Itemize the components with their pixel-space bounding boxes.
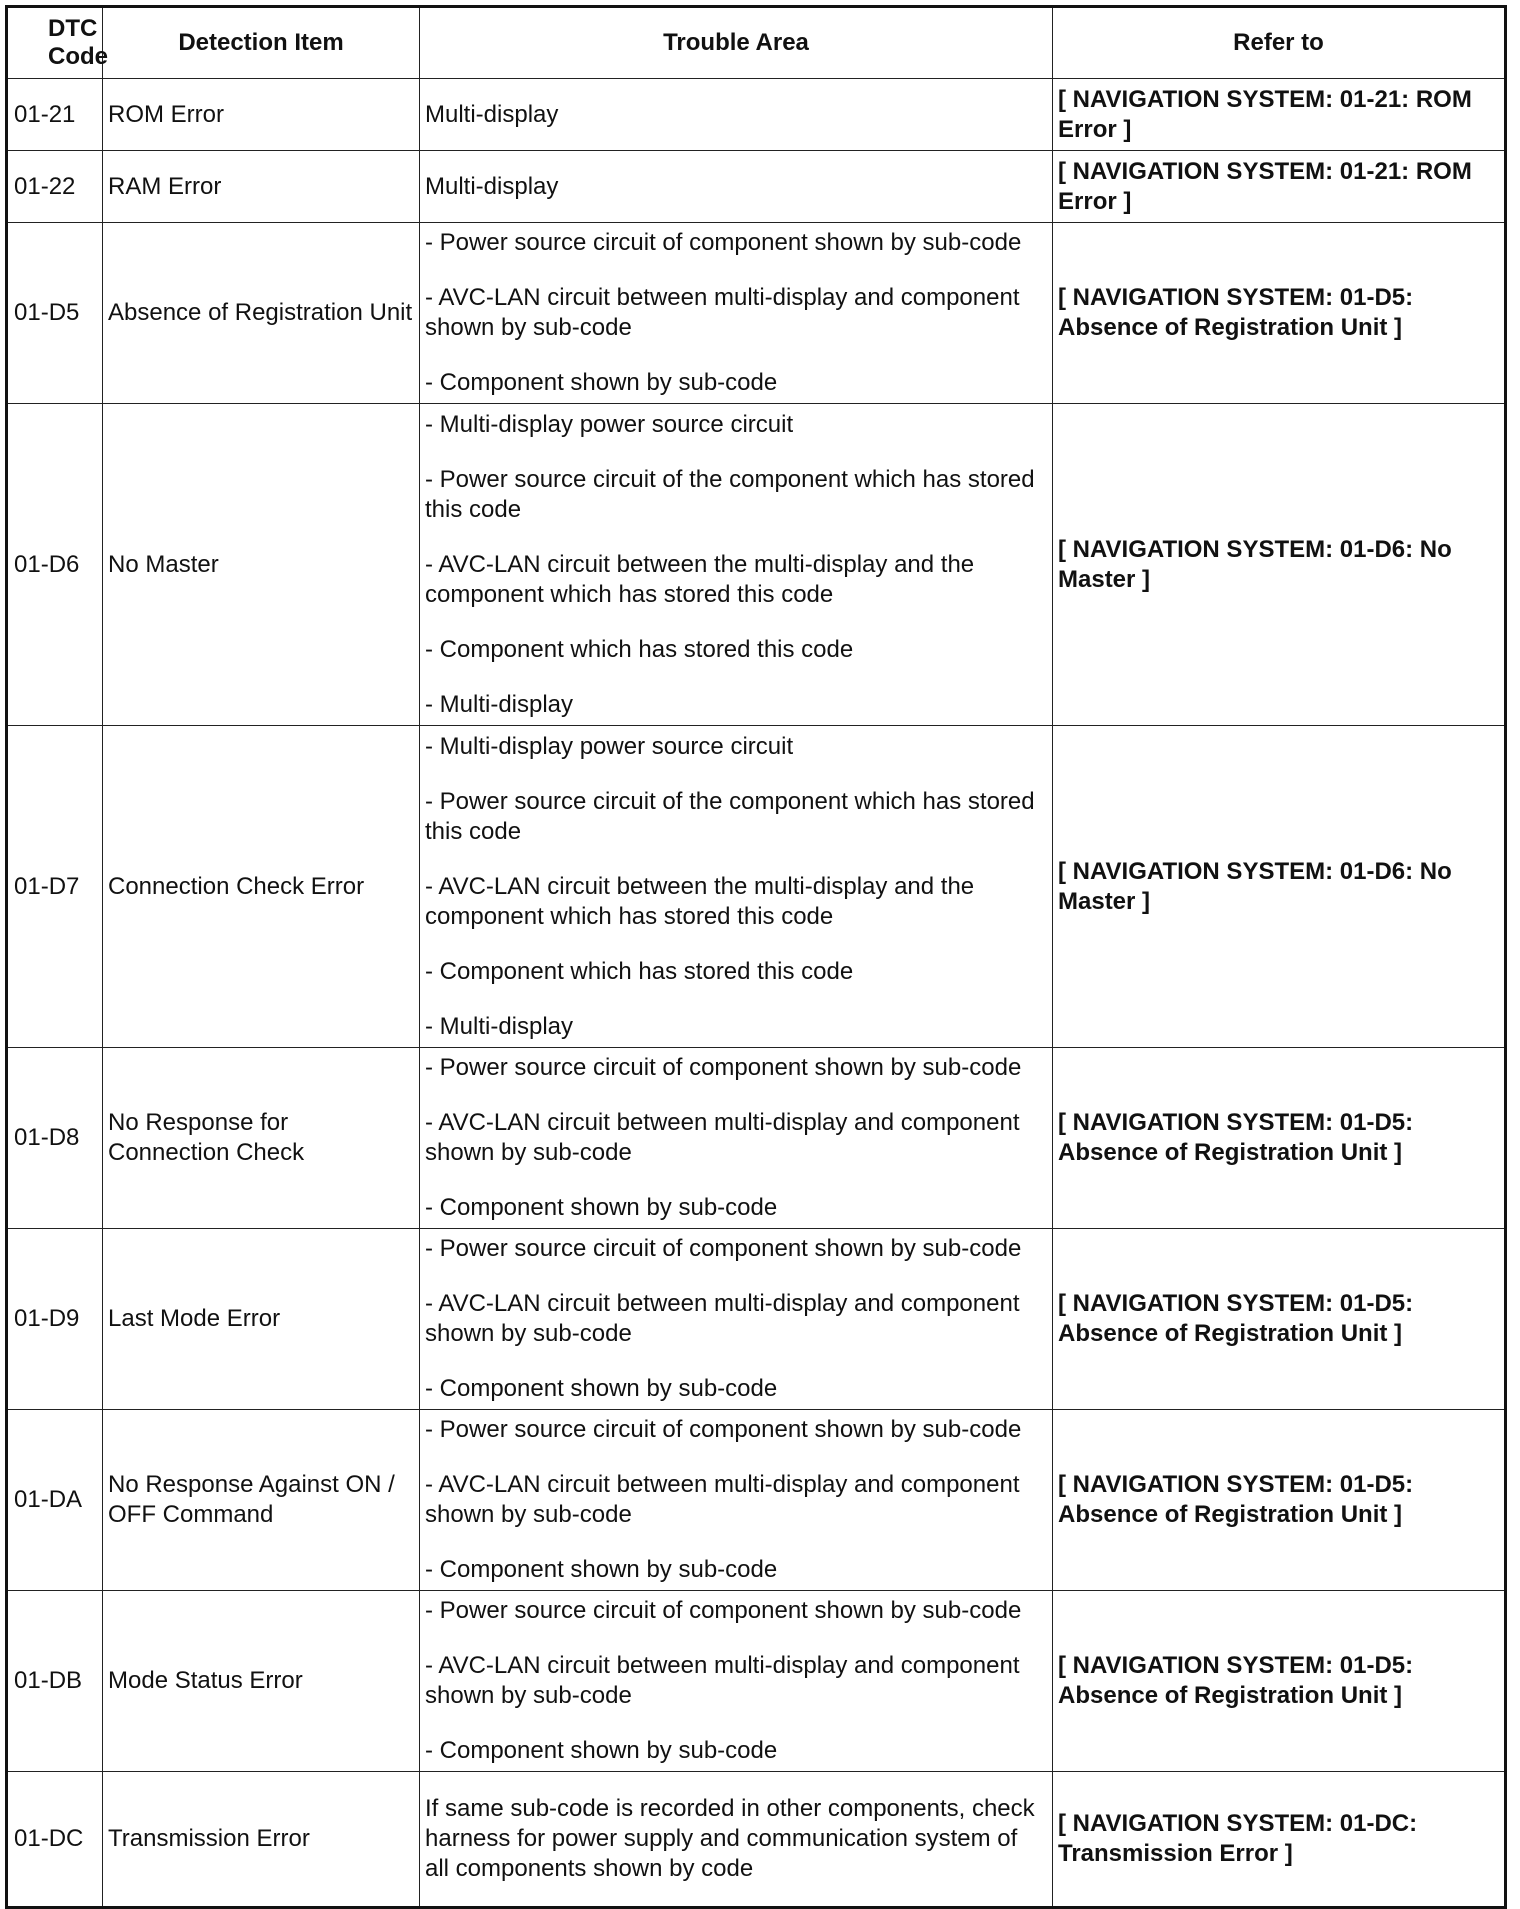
refer-to-link[interactable]: [ NAVIGATION SYSTEM: 01-DC: Transmission Error ] [1053,1772,1506,1908]
trouble-area-list [425,100,1047,130]
trouble-area-cell [420,404,1053,726]
refer-to-link[interactable]: [ NAVIGATION SYSTEM: 01-21: ROM Error ] [1053,79,1506,151]
trouble-area-item: - AVC-LAN circuit between multi-display and component shown by sub-code [425,1471,1020,1528]
trouble-area-item: - AVC-LAN circuit between the multi-display and the component which has stored this code [425,872,975,930]
dtc-code-cell: 01-D5 [7,223,103,404]
trouble-area-item: - Component shown by sub-code [425,1375,778,1402]
trouble-area-item: - Power source circuit of component shown by sub-code [425,1597,1022,1624]
table-row [7,1229,1506,1410]
trouble-area-item: - Power source circuit of component shown by sub-code [425,229,1022,256]
table-row [7,151,1506,223]
trouble-area-item: - Power source circuit of the component which has stored this code [425,787,1035,845]
table-row [7,1410,1506,1591]
detection-item-cell: Absence of Registration Unit [103,223,420,404]
trouble-area-cell [420,1410,1053,1591]
trouble-area-list [425,1053,1047,1223]
trouble-area-item: - Component shown by sub-code [425,1556,778,1583]
table-row [7,726,1506,1048]
refer-to-link[interactable]: [ NAVIGATION SYSTEM: 01-D6: No Master ] [1053,726,1506,1048]
dtc-code-cell: 01-22 [7,151,103,223]
trouble-area-list [425,732,1047,1042]
trouble-area-item: - AVC-LAN circuit between multi-display and component shown by sub-code [425,284,1020,341]
trouble-area-item: - AVC-LAN circuit between multi-display and component shown by sub-code [425,1290,1020,1347]
dtc-code-cell: 01-DA [7,1410,103,1591]
trouble-area-item: - Component shown by sub-code [425,1737,778,1764]
trouble-area-item: - Component which has stored this code [425,957,854,985]
detection-item-cell: No Response for Connection Check [103,1048,420,1229]
trouble-area-cell [420,151,1053,223]
trouble-area-item: - Multi-display power source circuit [425,410,794,438]
trouble-area-item: - Multi-display power source circuit [425,732,794,760]
refer-to-link[interactable]: [ NAVIGATION SYSTEM: 01-D5: Absence of Registration Unit ] [1053,1591,1506,1772]
trouble-area-item: - AVC-LAN circuit between the multi-display and the component which has stored this code [425,550,975,608]
dtc-code-cell: 01-D9 [7,1229,103,1410]
trouble-area-item: - AVC-LAN circuit between multi-display and component shown by sub-code [425,1652,1020,1709]
trouble-area-cell [420,223,1053,404]
detection-item-cell: No Master [103,404,420,726]
detection-item-cell: Connection Check Error [103,726,420,1048]
refer-to-link[interactable]: [ NAVIGATION SYSTEM: 01-D5: Absence of Registration Unit ] [1053,1229,1506,1410]
trouble-area-item: Multi-display [425,172,559,200]
detection-item-cell: ROM Error [103,79,420,151]
detection-item-cell: No Response Against ON / OFF Command [103,1410,420,1591]
refer-to-link[interactable]: [ NAVIGATION SYSTEM: 01-21: ROM Error ] [1053,151,1506,223]
table-header [7,7,1506,79]
refer-to-link[interactable]: [ NAVIGATION SYSTEM: 01-D5: Absence of Registration Unit ] [1053,223,1506,404]
dtc-table [5,5,1507,1909]
trouble-area-list [425,1596,1047,1766]
dtc-code-cell: 01-21 [7,79,103,151]
table-row [7,1772,1506,1908]
header-refer-to: Refer to [1053,7,1506,79]
detection-item-cell: Last Mode Error [103,1229,420,1410]
trouble-area-item: - Multi-display [425,1012,574,1040]
dtc-code-cell: 01-D8 [7,1048,103,1229]
trouble-area-list [425,1234,1047,1404]
trouble-area-item: - Power source circuit of component shown by sub-code [425,1235,1022,1262]
trouble-area-cell [420,79,1053,151]
header-dtc-code: DTC Code [7,7,103,79]
trouble-area-item: Multi-display [425,100,559,128]
trouble-area-cell [420,1591,1053,1772]
table-row [7,79,1506,151]
detection-item-cell: Mode Status Error [103,1591,420,1772]
detection-item-cell: RAM Error [103,151,420,223]
table-row [7,404,1506,726]
table-row [7,223,1506,404]
table-body [7,79,1506,1908]
table-row [7,1048,1506,1229]
trouble-area-list [425,410,1047,720]
trouble-area-item: - AVC-LAN circuit between multi-display and component shown by sub-code [425,1109,1020,1166]
dtc-code-cell: 01-DB [7,1591,103,1772]
trouble-area-item: If same sub-code is recorded in other components, check harness for power supply and communication system of all components shown by code [425,1795,1035,1882]
trouble-area-item: - Multi-display [425,690,574,718]
refer-to-link[interactable]: [ NAVIGATION SYSTEM: 01-D6: No Master ] [1053,404,1506,726]
dtc-code-cell: 01-DC [7,1772,103,1908]
trouble-area-item: - Power source circuit of the component which has stored this code [425,465,1035,523]
trouble-area-cell [420,1772,1053,1908]
trouble-area-list [425,172,1047,202]
dtc-code-cell: 01-D7 [7,726,103,1048]
trouble-area-list [425,1415,1047,1585]
trouble-area-cell [420,1229,1053,1410]
header-trouble-area: Trouble Area [420,7,1053,79]
trouble-area-cell [420,1048,1053,1229]
trouble-area-item: - Component which has stored this code [425,635,854,663]
dtc-code-cell: 01-D6 [7,404,103,726]
trouble-area-item: - Component shown by sub-code [425,369,778,396]
trouble-area-cell [420,726,1053,1048]
refer-to-link[interactable]: [ NAVIGATION SYSTEM: 01-D5: Absence of Registration Unit ] [1053,1048,1506,1229]
detection-item-cell: Transmission Error [103,1772,420,1908]
trouble-area-item: - Power source circuit of component shown by sub-code [425,1054,1022,1081]
trouble-area-item: - Component shown by sub-code [425,1194,778,1221]
trouble-area-item: - Power source circuit of component shown by sub-code [425,1416,1022,1443]
trouble-area-list [425,228,1047,398]
header-row [7,7,1506,79]
refer-to-link[interactable]: [ NAVIGATION SYSTEM: 01-D5: Absence of Registration Unit ] [1053,1410,1506,1591]
header-detection-item: Detection Item [103,7,420,79]
table-row [7,1591,1506,1772]
trouble-area-list [425,1794,1047,1884]
